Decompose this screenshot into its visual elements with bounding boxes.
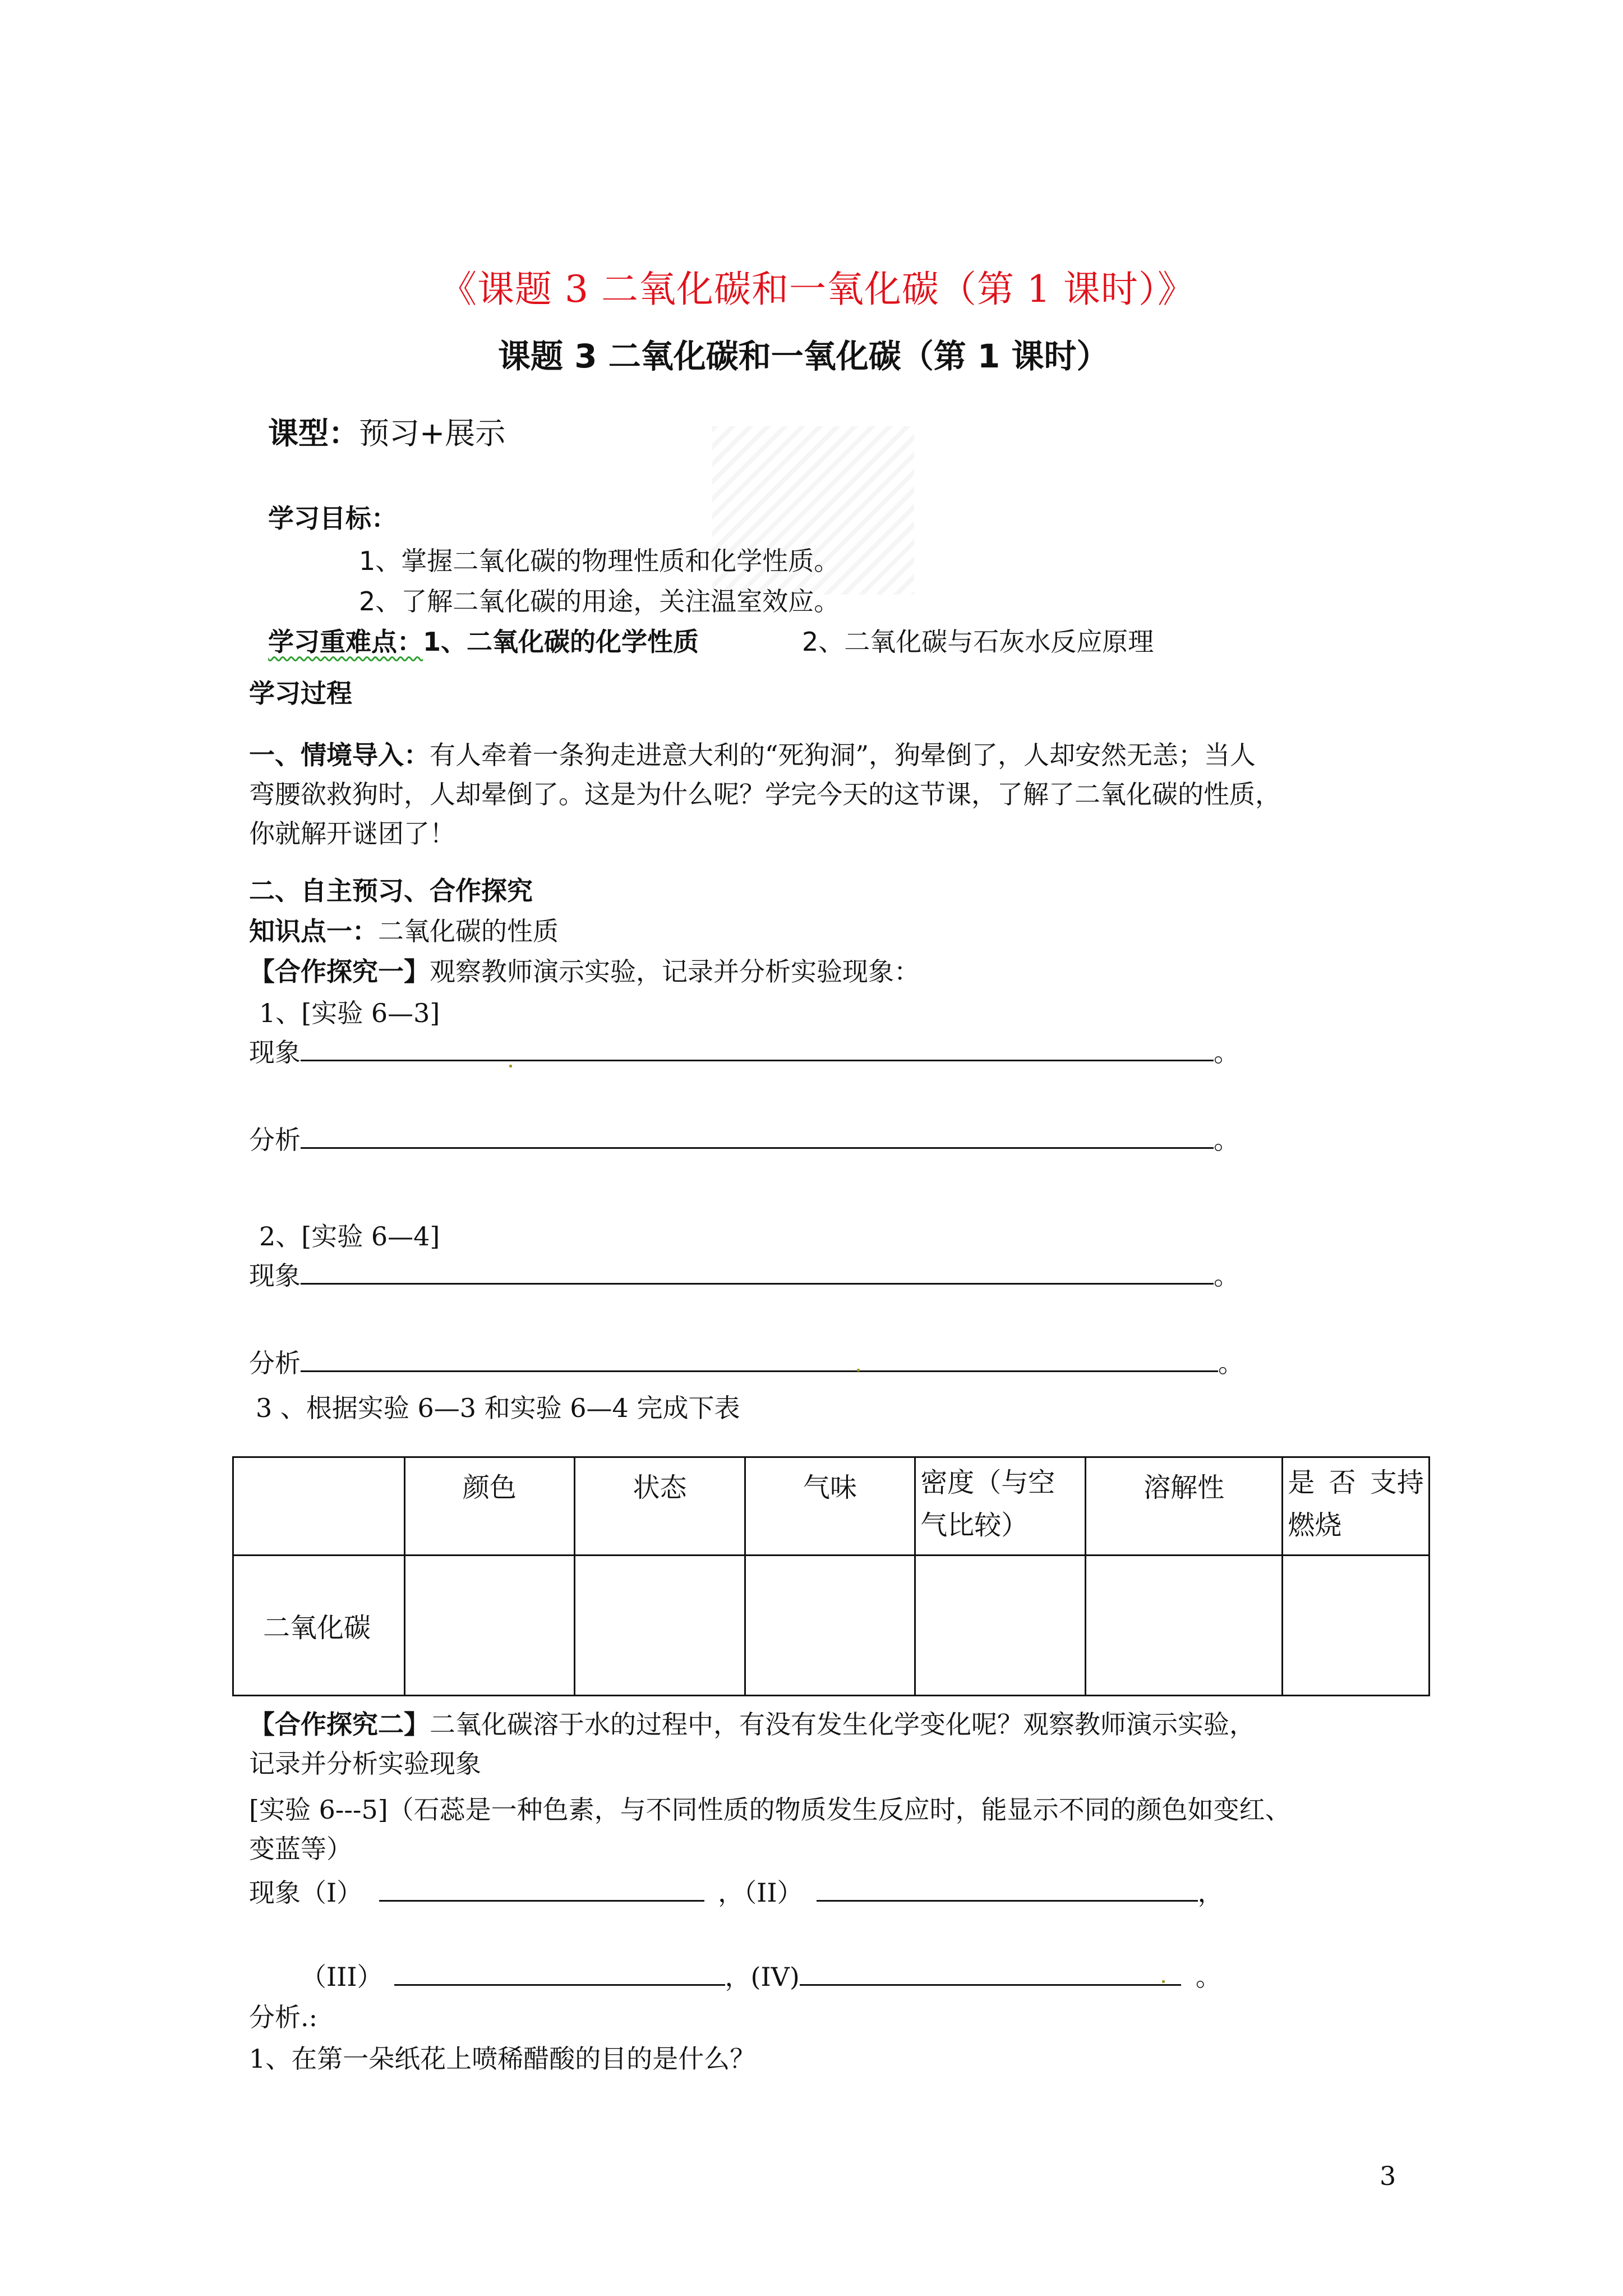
table-header-cell (233, 1457, 405, 1556)
table-cell-solubility[interactable] (1085, 1556, 1282, 1696)
inquiry1-line (249, 951, 920, 988)
period: 。 (1195, 1962, 1221, 1992)
table-intro: 3 、根据实验 6—3 和实验 6—4 完成下表 (256, 1393, 740, 1423)
period: 。 (1214, 1037, 1239, 1068)
table-header-row (233, 1457, 1430, 1556)
table-cell-odor[interactable] (745, 1556, 915, 1696)
exp1-phenomenon-row (249, 1032, 1239, 1069)
lesson-type-label: 课型： (268, 416, 359, 451)
phenomenon-ii-blank[interactable] (817, 1899, 1198, 1902)
analysis-label: 分析 (249, 1348, 301, 1378)
period: 。 (1218, 1348, 1244, 1378)
exp-6-5-line-1: [实验 6---5]（石蕊是一种色素，与不同性质的物质发生反应时，能显示不同的颜色如变红、 (249, 1795, 1291, 1825)
knowledge-label: 知识点一： (249, 916, 378, 946)
phenomenon-iii-label: （III） (301, 1962, 383, 1992)
page-number: 3 (1380, 2161, 1396, 2191)
phenomenon-iv-blank[interactable] (800, 1983, 1181, 1986)
table-cell-density[interactable] (915, 1556, 1086, 1696)
key-point-2: 2、二氧化碳与石灰水反应原理 (802, 627, 1154, 657)
document-subtitle: 课题 3 二氧化碳和一氧化碳（第 1 课时） (498, 337, 1109, 375)
key-points-label: 学习重难点： (268, 627, 423, 657)
speck (1162, 1980, 1165, 1983)
speck (857, 1369, 860, 1372)
objective-item-1: 1、掌握二氧化碳的物理性质和化学性质。 (359, 546, 840, 576)
period: 。 (1214, 1125, 1239, 1155)
table-cell-combustion[interactable] (1283, 1556, 1430, 1696)
comma: ， (1197, 1878, 1224, 1908)
table-row (233, 1556, 1430, 1696)
inquiry1-text: 观察教师演示实验，记录并分析实验现象： (430, 956, 920, 987)
table-header-cell: 气味 (745, 1457, 915, 1556)
knowledge-text: 二氧化碳的性质 (378, 916, 559, 946)
phenomena-row-2 (301, 1957, 1221, 1994)
inquiry1-label: 【合作探究一】 (249, 956, 430, 987)
intro-line-3: 你就解开谜团了！ (249, 818, 455, 849)
process-heading: 学习过程 (249, 678, 352, 708)
phenomena-row-1 (249, 1872, 1224, 1910)
analysis-label-2: 分析.: (249, 2002, 318, 2032)
intro-text-1: 有人牵着一条狗走进意大利的“死狗洞”，狗晕倒了，人却安然无恙；当人 (430, 740, 1256, 770)
intro-line-1 (249, 735, 1256, 772)
phenomenon-i-label: 现象（I） (249, 1878, 363, 1908)
table-cell-color[interactable] (404, 1556, 575, 1696)
objective-item-2: 2、了解二氧化碳的用途，关注温室效应。 (359, 586, 840, 616)
document-title-red: 《课题 3 二氧化碳和一氧化碳（第 1 课时）》 (440, 268, 1195, 311)
exp1-analysis-row (249, 1120, 1239, 1157)
inquiry2-line-2: 记录并分析实验现象 (249, 1749, 481, 1779)
key-points (268, 622, 699, 659)
phenomenon-label: 现象 (249, 1037, 301, 1068)
table-header-cell: 溶解性 (1085, 1457, 1282, 1556)
analysis-label: 分析 (249, 1125, 301, 1155)
knowledge-point (249, 911, 559, 948)
exp2-analysis-blank[interactable] (301, 1369, 1218, 1372)
table-header-cell: 是 否 支持燃烧 (1283, 1457, 1430, 1556)
phenomenon-i-blank[interactable] (379, 1899, 704, 1902)
exp2-analysis-row (249, 1343, 1244, 1380)
phenomenon-iv-label: ，(IV) (725, 1962, 800, 1992)
co2-properties-table (232, 1456, 1430, 1696)
exp-6-5-line-2: 变蓝等） (249, 1834, 352, 1864)
phenomenon-ii-label: ，（II） (718, 1878, 803, 1908)
lesson-type-value: 预习+展示 (359, 416, 506, 451)
table-header-cell: 密度（与空气比较） (915, 1457, 1086, 1556)
section2-heading: 二、自主预习、合作探究 (249, 876, 533, 906)
table-header-cell: 状态 (575, 1457, 745, 1556)
exp1-phenomenon-blank[interactable] (301, 1059, 1214, 1061)
period: 。 (1214, 1260, 1239, 1291)
key-point-1: 1、二氧化碳的化学性质 (423, 627, 699, 657)
table-row-label: 二氧化碳 (233, 1556, 405, 1696)
intro-line-2: 弯腰欲救狗时，人却晕倒了。这是为什么呢？学完今天的这节课，了解了二氧化碳的性质， (249, 779, 1281, 809)
experiment-6-3-label: 1、[实验 6—3] (259, 998, 440, 1028)
exp2-phenomenon-row (249, 1255, 1239, 1292)
inquiry2-line-1 (249, 1704, 1255, 1741)
experiment-6-4-label: 2、[实验 6—4] (259, 1221, 440, 1251)
table-cell-state[interactable] (575, 1556, 745, 1696)
phenomenon-label: 现象 (249, 1260, 301, 1291)
inquiry2-label: 【合作探究二】 (249, 1709, 430, 1740)
exp2-phenomenon-blank[interactable] (301, 1282, 1214, 1285)
objectives-heading: 学习目标： (268, 503, 397, 533)
lesson-type (268, 409, 505, 453)
question-1: 1、在第一朵纸花上喷稀醋酸的目的是什么？ (249, 2044, 756, 2074)
inquiry2-text-1: 二氧化碳溶于水的过程中，有没有发生化学变化呢？观察教师演示实验， (430, 1709, 1255, 1740)
phenomenon-iii-blank[interactable] (394, 1983, 725, 1986)
exp1-analysis-blank[interactable] (301, 1146, 1214, 1149)
speck (509, 1065, 512, 1068)
intro-label: 一、情境导入： (249, 740, 430, 770)
table-header-cell: 颜色 (404, 1457, 575, 1556)
